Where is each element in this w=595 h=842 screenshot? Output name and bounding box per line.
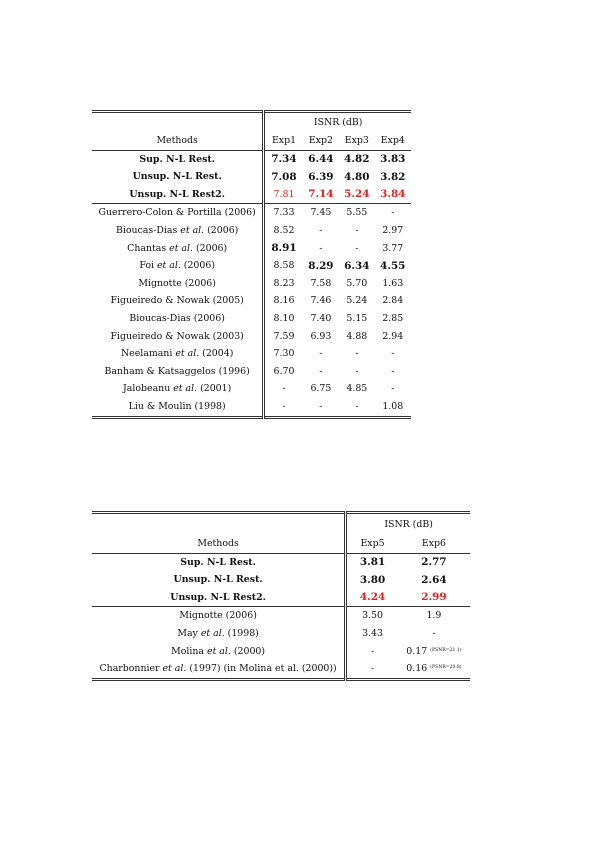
- cell-text: 7.08: [271, 170, 297, 183]
- cell-text: 7.14: [308, 188, 334, 201]
- cell-text: 5.70: [346, 277, 368, 289]
- cell-value: [339, 328, 374, 346]
- cell-text: 8.16: [273, 295, 295, 307]
- cell-text: 8.10: [273, 313, 295, 325]
- method-name: Neelamani et al. (2004): [120, 348, 234, 360]
- cell-text: -: [319, 225, 323, 237]
- cell-text: 4.88: [346, 330, 368, 342]
- cell-value: [264, 204, 303, 222]
- cell-value: [339, 398, 374, 417]
- method-name: Molina et al. (2000): [171, 645, 266, 657]
- cell-value: [346, 660, 398, 679]
- cell-value: [398, 607, 470, 625]
- cell-value: [303, 204, 339, 222]
- cell-text: 6.44: [308, 153, 334, 166]
- method-name: Unsup. N-L Rest2.: [92, 186, 264, 204]
- table-row: [92, 660, 470, 679]
- method-name: Mignotte (2006): [179, 610, 257, 622]
- cell-text: 8.91: [271, 242, 297, 255]
- cell-value: [339, 222, 374, 240]
- cell-text: 3.77: [382, 242, 404, 254]
- cell-value: [264, 398, 303, 417]
- cell-text: 5.15: [346, 313, 368, 325]
- cell-value: [264, 380, 303, 398]
- cell-value: [339, 257, 374, 275]
- cell-text: 3.84: [380, 188, 406, 201]
- cell-value: [346, 571, 398, 589]
- method-name: Figueiredo & Nowak (2003): [110, 330, 244, 342]
- table-row: [92, 553, 470, 571]
- cell-text: 7.40: [310, 313, 332, 325]
- cell-text: 8.23: [273, 277, 295, 289]
- table-row: [92, 310, 411, 328]
- cell-text: -: [391, 383, 395, 395]
- method-name: Bioucas-Dias (2006): [129, 313, 225, 325]
- cell-value: [339, 168, 374, 186]
- cell-value: [375, 257, 411, 275]
- cell-text: 6.34: [344, 259, 370, 272]
- method-name: Unsup. N-L Rest.: [132, 171, 222, 183]
- cell-text: 1.08: [382, 401, 404, 412]
- cell-text: 5.55: [346, 207, 368, 219]
- method-name: Guerrero-Colon & Portilla (2006): [98, 207, 256, 219]
- cell-value: [303, 292, 339, 310]
- header-group-label: ISNR (dB): [264, 112, 411, 133]
- cell-value: [339, 240, 374, 258]
- method-name: Liu & Moulin (1998): [128, 401, 226, 412]
- cell-text: 4.80: [344, 170, 370, 183]
- table-row: [92, 380, 411, 398]
- cell-value: [264, 363, 303, 381]
- cell-text: 2.84: [382, 295, 404, 307]
- table-row: [92, 643, 470, 661]
- cell-value: [303, 150, 339, 168]
- table-row: [92, 345, 411, 363]
- isnr-table-exp5-6: [92, 511, 470, 681]
- cell-value: [346, 625, 398, 643]
- method-name: Bioucas-Dias et al. (2006): [115, 225, 239, 237]
- cell-text: 6.93: [310, 330, 332, 342]
- cell-text: 3.82: [380, 170, 406, 183]
- cell-value: [375, 292, 411, 310]
- cell-value: [339, 345, 374, 363]
- table-row: [92, 363, 411, 381]
- table-row: [92, 240, 411, 258]
- cell-text: 1.9: [426, 610, 442, 622]
- cell-text: -: [432, 628, 436, 640]
- table-row: [92, 328, 411, 346]
- cell-text: 5.24: [344, 188, 370, 201]
- table-row: [92, 186, 411, 204]
- cell-value: [264, 328, 303, 346]
- cell-value: [303, 398, 339, 417]
- cell-value: [264, 257, 303, 275]
- cell-text: 2.99: [421, 591, 447, 604]
- cell-text: 3.50: [362, 610, 383, 622]
- cell-text: 8.52: [273, 225, 295, 237]
- method-name: Chantas et al. (2006): [127, 242, 228, 254]
- cell-text: 3.43: [362, 628, 383, 640]
- cell-text: 2.94: [382, 330, 404, 342]
- col-header-exp2: Exp2: [303, 132, 339, 150]
- cell-text: 3.81: [359, 556, 386, 569]
- header-group-label: ISNR (dB): [346, 513, 470, 536]
- table-row: [92, 571, 470, 589]
- cell-text: -: [355, 242, 359, 254]
- cell-text: 4.24: [359, 591, 386, 604]
- cell-value: [398, 660, 470, 679]
- method-name: Mignotte (2006): [138, 277, 216, 289]
- cell-value: [375, 240, 411, 258]
- cell-text: 5.24: [346, 295, 368, 307]
- cell-value: [375, 204, 411, 222]
- table-row: [92, 204, 411, 222]
- cell-text: 7.59: [273, 330, 295, 342]
- cell-value: [339, 150, 374, 168]
- table-row: [92, 275, 411, 293]
- isnr-table-exp1-4: [92, 110, 411, 419]
- cell-value: [264, 310, 303, 328]
- table-row: [92, 607, 470, 625]
- cell-value: [398, 571, 470, 589]
- cell-value: [339, 292, 374, 310]
- table-row: [92, 168, 411, 186]
- cell-text: 1.63: [382, 277, 404, 289]
- cell-text: -: [355, 225, 359, 237]
- cell-value: [303, 363, 339, 381]
- cell-text: 6.70: [273, 365, 295, 377]
- cell-value: [303, 257, 339, 275]
- table-row: [92, 625, 470, 643]
- cell-text: 3.80: [359, 573, 386, 586]
- cell-text: 6.39: [308, 170, 334, 183]
- cell-text: 7.81: [273, 188, 295, 200]
- table-row: [92, 257, 411, 275]
- cell-value: [339, 204, 374, 222]
- cell-value: [346, 589, 398, 607]
- cell-text: -: [355, 348, 359, 360]
- cell-value: [264, 222, 303, 240]
- cell-text: -: [282, 383, 286, 395]
- cell-text: -: [282, 401, 286, 412]
- cell-value: [303, 222, 339, 240]
- cell-value: [398, 625, 470, 643]
- cell-value: [303, 240, 339, 258]
- cell-text: 7.46: [310, 295, 332, 307]
- cell-text: 4.82: [344, 153, 370, 166]
- cell-value: [264, 168, 303, 186]
- cell-value: [375, 168, 411, 186]
- cell-text: -: [355, 365, 359, 377]
- cell-value: [303, 275, 339, 293]
- table-row: [92, 589, 470, 607]
- cell-text: -: [319, 401, 323, 412]
- cell-value: [375, 275, 411, 293]
- cell-value: [264, 150, 303, 168]
- cell-value: [303, 328, 339, 346]
- cell-value: [303, 310, 339, 328]
- cell-value: [375, 186, 411, 204]
- method-name: Sup. N-L Rest.: [180, 556, 256, 568]
- cell-value: [339, 310, 374, 328]
- cell-value: [264, 186, 303, 204]
- method-name: May et al. (1998): [177, 628, 259, 640]
- cell-value: [264, 292, 303, 310]
- cell-text: -: [370, 645, 375, 657]
- cell-value: [346, 553, 398, 571]
- table-row: [92, 398, 411, 417]
- cell-value: [375, 345, 411, 363]
- cell-text: 3.83: [380, 153, 406, 166]
- cell-value: [303, 186, 339, 204]
- cell-text: -: [370, 663, 375, 675]
- cell-text: 2.85: [382, 313, 404, 325]
- cell-text: 7.33: [273, 207, 295, 219]
- cell-text: 6.75: [310, 383, 332, 395]
- cell-text: 8.58: [273, 260, 295, 272]
- cell-text: 4.85: [346, 383, 368, 395]
- col-header-exp5: Exp5: [346, 535, 398, 553]
- cell-value: [346, 607, 398, 625]
- cell-value: [264, 240, 303, 258]
- cell-text: 7.58: [310, 277, 332, 289]
- cell-value: [264, 275, 303, 293]
- cell-value: [375, 363, 411, 381]
- cell-text: 2.64: [421, 573, 447, 586]
- table-row: [92, 292, 411, 310]
- method-name: Jalobeanu et al. (2001): [123, 383, 232, 395]
- cell-text: 2.77: [421, 556, 447, 569]
- psnr-note: (PSNR=21.1): [430, 647, 462, 653]
- cell-value: [398, 643, 470, 661]
- method-name: Charbonnier et al. (1997) (in Molina et al. (2000)): [99, 663, 337, 675]
- cell-text: -: [391, 207, 395, 219]
- cell-text: 4.55: [380, 259, 406, 272]
- methods-header: Methods: [92, 132, 264, 150]
- methods-header: Methods: [92, 535, 346, 553]
- method-name: Unsup. N-L Rest.: [173, 574, 263, 586]
- psnr-note: (PSNR=20.8): [430, 665, 462, 671]
- cell-value: [375, 328, 411, 346]
- cell-value: [398, 553, 470, 571]
- cell-value: [339, 380, 374, 398]
- cell-text: -: [319, 348, 323, 360]
- cell-text: -: [355, 401, 359, 412]
- col-header-exp4: Exp4: [375, 132, 411, 150]
- cell-text: 0.17: [406, 645, 428, 657]
- cell-value: [375, 222, 411, 240]
- cell-value: [346, 643, 398, 661]
- cell-value: [375, 380, 411, 398]
- method-name: Foi et al. (2006): [139, 260, 215, 272]
- method-name: Sup. N-L Rest.: [139, 153, 215, 165]
- cell-value: [375, 398, 411, 417]
- cell-text: -: [319, 242, 323, 254]
- cell-value: [303, 168, 339, 186]
- col-header-exp1: Exp1: [264, 132, 303, 150]
- col-header-exp6: Exp6: [398, 535, 470, 553]
- cell-text: -: [319, 365, 323, 377]
- table-row: [92, 222, 411, 240]
- method-name: Unsup. N-L Rest2.: [92, 589, 346, 607]
- cell-value: [339, 186, 374, 204]
- cell-text: 8.29: [308, 259, 334, 272]
- cell-text: 7.45: [310, 207, 332, 219]
- method-name: Figueiredo & Nowak (2005): [110, 295, 244, 307]
- col-header-exp3: Exp3: [339, 132, 374, 150]
- cell-value: [398, 589, 470, 607]
- cell-text: -: [391, 365, 395, 377]
- cell-text: 7.30: [273, 348, 295, 360]
- table-row: [92, 150, 411, 168]
- cell-value: [339, 275, 374, 293]
- cell-value: [303, 345, 339, 363]
- cell-value: [375, 310, 411, 328]
- cell-text: 0.16: [406, 663, 428, 675]
- cell-value: [375, 150, 411, 168]
- cell-value: [303, 380, 339, 398]
- cell-text: 2.97: [382, 225, 404, 237]
- cell-text: 7.34: [271, 153, 297, 166]
- cell-text: -: [391, 348, 395, 360]
- cell-value: [339, 363, 374, 381]
- cell-value: [264, 345, 303, 363]
- method-name: Banham & Katsaggelos (1996): [104, 365, 250, 377]
